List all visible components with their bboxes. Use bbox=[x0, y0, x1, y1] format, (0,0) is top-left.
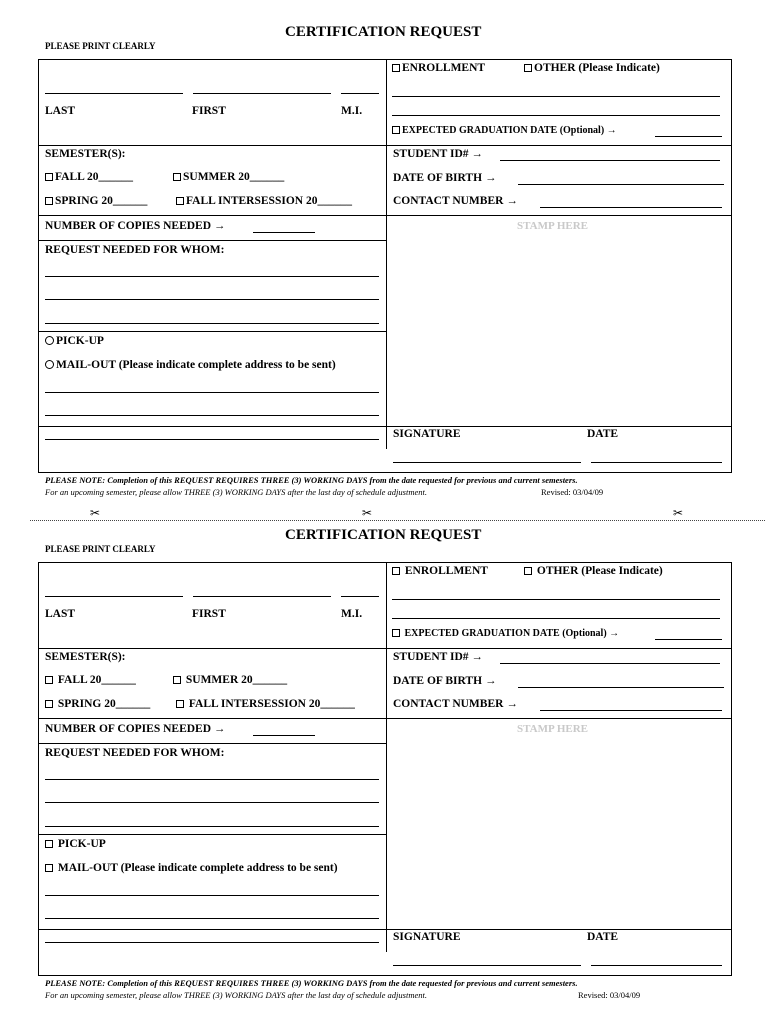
stamp-here-label: STAMP HERE bbox=[517, 220, 589, 232]
date-of-birth-label: DATE OF BIRTH → bbox=[393, 675, 497, 687]
expected-graduation-option[interactable]: EXPECTED GRADUATION DATE (Optional) → bbox=[392, 629, 619, 639]
other-option[interactable]: OTHER (Please Indicate) bbox=[524, 566, 663, 578]
copies-needed-label: NUMBER OF COPIES NEEDED → bbox=[45, 723, 226, 735]
summer-checkbox[interactable] bbox=[173, 676, 181, 684]
copies-needed-field[interactable] bbox=[253, 232, 315, 233]
fall-checkbox[interactable] bbox=[45, 676, 53, 684]
enrollment-checkbox[interactable] bbox=[392, 567, 400, 575]
semesters-label: SEMESTER(S): bbox=[45, 651, 126, 663]
signature-label: SIGNATURE bbox=[393, 931, 461, 943]
date-label: DATE bbox=[587, 931, 619, 943]
print-clearly-label: PLEASE PRINT CLEARLY bbox=[45, 544, 156, 554]
contact-number-field[interactable] bbox=[540, 710, 722, 711]
fall-option[interactable]: FALL 20______ bbox=[45, 172, 133, 184]
spring-option[interactable]: SPRING 20______ bbox=[45, 699, 150, 711]
summer-checkbox[interactable] bbox=[173, 173, 181, 181]
student-id-label: STUDENT ID# → bbox=[393, 651, 483, 663]
semesters-label: SEMESTER(S): bbox=[45, 148, 126, 160]
enrollment-option[interactable]: ENROLLMENT bbox=[392, 566, 488, 578]
please-note: PLEASE NOTE: Completion of this REQUEST REQUIRES THREE (3) WORKING DAYS from the date requested for previous and current semesters. bbox=[45, 978, 578, 988]
spring-checkbox[interactable] bbox=[45, 197, 53, 205]
contact-number-label: CONTACT NUMBER → bbox=[393, 698, 518, 710]
form-border bbox=[38, 59, 732, 473]
fall-intersession-option[interactable]: FALL INTERSESSION 20______ bbox=[176, 699, 355, 711]
student-id-label: STUDENT ID# → bbox=[393, 148, 483, 160]
mail-out-radio[interactable] bbox=[45, 360, 54, 369]
contact-number-field[interactable] bbox=[540, 207, 722, 208]
fall-option[interactable]: FALL 20______ bbox=[45, 675, 136, 687]
student-id-field[interactable] bbox=[500, 663, 720, 664]
expected-graduation-checkbox[interactable] bbox=[392, 126, 400, 134]
enrollment-option[interactable]: ENROLLMENT bbox=[392, 63, 485, 75]
signature-label: SIGNATURE bbox=[393, 428, 461, 440]
pick-up-option[interactable]: PICK-UP bbox=[45, 336, 104, 348]
revised-date: Revised: 03/04/09 bbox=[541, 487, 604, 497]
summer-option[interactable]: SUMMER 20______ bbox=[173, 675, 287, 687]
upcoming-semester-note: For an upcoming semester, please allow THREE (3) WORKING DAYS after the last day of schedule adjustment. bbox=[45, 990, 427, 1000]
revised-date: Revised: 03/04/09 bbox=[578, 990, 641, 1000]
fall-intersession-checkbox[interactable] bbox=[176, 197, 184, 205]
print-clearly-label: PLEASE PRINT CLEARLY bbox=[45, 41, 156, 51]
fall-intersession-option[interactable]: FALL INTERSESSION 20______ bbox=[176, 196, 352, 208]
mail-out-option[interactable]: MAIL-OUT (Please indicate complete address to be sent) bbox=[45, 863, 338, 875]
upcoming-semester-note: For an upcoming semester, please allow THREE (3) WORKING DAYS after the last day of schedule adjustment. bbox=[45, 487, 427, 497]
scissors-icon: ✂ bbox=[362, 506, 373, 520]
contact-number-label: CONTACT NUMBER → bbox=[393, 195, 518, 207]
expected-graduation-checkbox[interactable] bbox=[392, 629, 400, 637]
pick-up-checkbox[interactable] bbox=[45, 840, 53, 848]
spring-option[interactable]: SPRING 20______ bbox=[45, 196, 147, 208]
student-id-field[interactable] bbox=[500, 160, 720, 161]
other-option[interactable]: OTHER (Please Indicate) bbox=[524, 63, 660, 75]
pick-up-radio[interactable] bbox=[45, 336, 54, 345]
spring-checkbox[interactable] bbox=[45, 700, 53, 708]
copies-needed-field[interactable] bbox=[253, 735, 315, 736]
middle-initial-label: M.I. bbox=[341, 105, 363, 117]
fall-intersession-checkbox[interactable] bbox=[176, 700, 184, 708]
form-border bbox=[38, 562, 732, 976]
pick-up-option[interactable]: PICK-UP bbox=[45, 839, 106, 851]
form-title: CERTIFICATION REQUEST bbox=[285, 527, 482, 543]
fall-checkbox[interactable] bbox=[45, 173, 53, 181]
scissors-icon: ✂ bbox=[90, 506, 101, 520]
date-field[interactable] bbox=[591, 965, 722, 966]
date-of-birth-label: DATE OF BIRTH → bbox=[393, 172, 497, 184]
request-for-whom-label: REQUEST NEEDED FOR WHOM: bbox=[45, 747, 225, 759]
please-note: PLEASE NOTE: Completion of this REQUEST REQUIRES THREE (3) WORKING DAYS from the date requested for previous and current semesters. bbox=[45, 475, 578, 485]
date-field[interactable] bbox=[591, 462, 722, 463]
middle-initial-label: M.I. bbox=[341, 608, 363, 620]
first-name-label: FIRST bbox=[192, 608, 226, 620]
last-name-label: LAST bbox=[45, 105, 76, 117]
mail-out-checkbox[interactable] bbox=[45, 864, 53, 872]
certification-form-top bbox=[0, 0, 770, 500]
form-title: CERTIFICATION REQUEST bbox=[285, 24, 482, 40]
first-name-label: FIRST bbox=[192, 105, 226, 117]
date-label: DATE bbox=[587, 428, 619, 440]
date-of-birth-field[interactable] bbox=[518, 184, 724, 185]
request-for-whom-label: REQUEST NEEDED FOR WHOM: bbox=[45, 244, 225, 256]
expected-graduation-option[interactable]: EXPECTED GRADUATION DATE (Optional) → bbox=[392, 126, 617, 136]
scissors-icon: ✂ bbox=[673, 506, 684, 520]
last-name-label: LAST bbox=[45, 608, 76, 620]
date-of-birth-field[interactable] bbox=[518, 687, 724, 688]
certification-form-bottom bbox=[0, 503, 770, 1003]
summer-option[interactable]: SUMMER 20______ bbox=[173, 172, 284, 184]
other-checkbox[interactable] bbox=[524, 64, 532, 72]
copies-needed-label: NUMBER OF COPIES NEEDED → bbox=[45, 220, 226, 232]
signature-field[interactable] bbox=[393, 462, 581, 463]
mail-out-option[interactable]: MAIL-OUT (Please indicate complete address to be sent) bbox=[45, 360, 336, 372]
enrollment-checkbox[interactable] bbox=[392, 64, 400, 72]
stamp-here-label: STAMP HERE bbox=[517, 723, 589, 735]
other-checkbox[interactable] bbox=[524, 567, 532, 575]
signature-field[interactable] bbox=[393, 965, 581, 966]
